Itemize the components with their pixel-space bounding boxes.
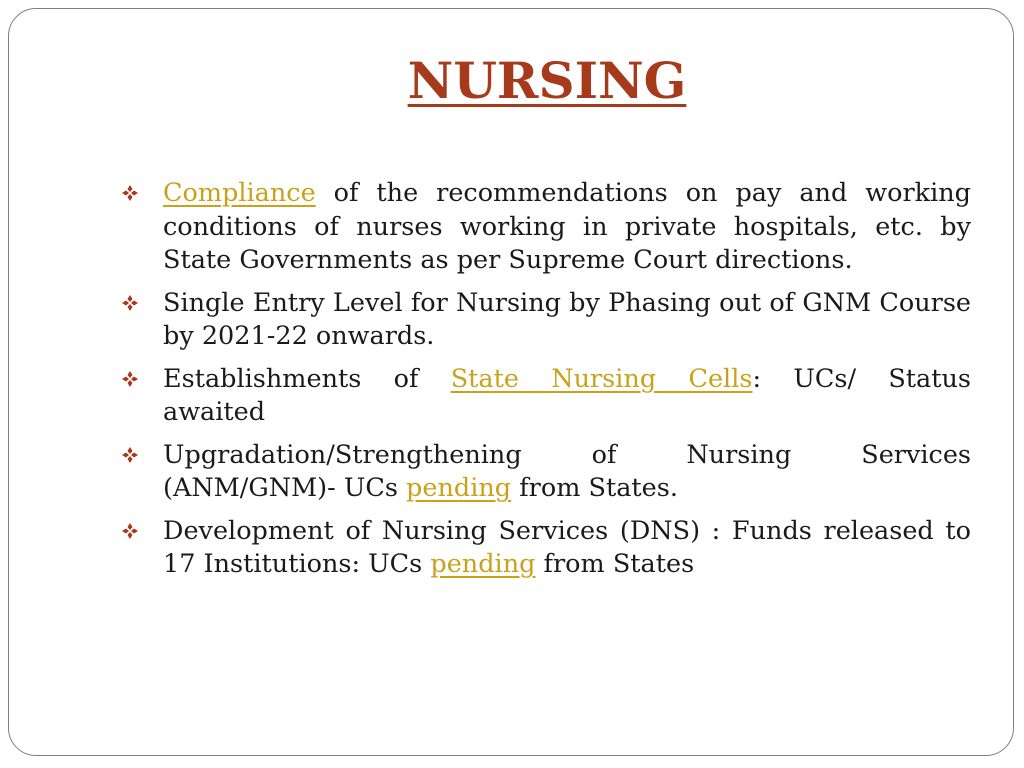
bullet-list (121, 177, 971, 591)
slide-title: NURSING (407, 51, 687, 110)
bullet-line (163, 472, 971, 506)
bullet-item-dns (121, 515, 971, 582)
diamond-cluster-icon (121, 446, 139, 464)
pending-link[interactable]: pending (406, 473, 512, 503)
bullet-line: awaited (163, 397, 266, 427)
bullet-item-single-entry (121, 287, 971, 354)
diamond-cluster-icon (121, 370, 139, 388)
bullet-text: : UCs/ Status (752, 363, 971, 394)
bullet-item-nursing-cells (121, 363, 971, 430)
pending-link[interactable]: pending (430, 549, 536, 579)
diamond-cluster-icon (121, 294, 139, 312)
bullet-text: Establishments of (163, 363, 451, 394)
bullet-text: Development of Nursing Services (DNS) : Funds released to 17 Institutions: UCs (163, 515, 971, 579)
bullet-line (163, 363, 971, 397)
diamond-cluster-icon (121, 522, 139, 540)
compliance-link[interactable]: Compliance (163, 178, 316, 208)
bullet-text: of the recommendations on pay and working conditions of nurses working in private hospitals, etc. by State Governments as per Supreme Court directions. (163, 178, 971, 275)
bullet-text: from States (535, 549, 695, 579)
bullet-text: Single Entry Level for Nursing by Phasing out of GNM Course by 2021-22 onwards. (163, 287, 971, 351)
bullet-text: from States. (511, 473, 678, 503)
state-nursing-cells-link[interactable]: State Nursing Cells (450, 363, 753, 394)
bullet-line: Upgradation/Strengthening of Nursing Services (163, 439, 971, 470)
bullet-item-compliance (121, 177, 971, 278)
bullet-item-upgradation (121, 439, 971, 506)
bullet-text: (ANM/GNM)- UCs (163, 473, 407, 503)
slide-frame (8, 8, 1014, 756)
diamond-cluster-icon (121, 184, 139, 202)
